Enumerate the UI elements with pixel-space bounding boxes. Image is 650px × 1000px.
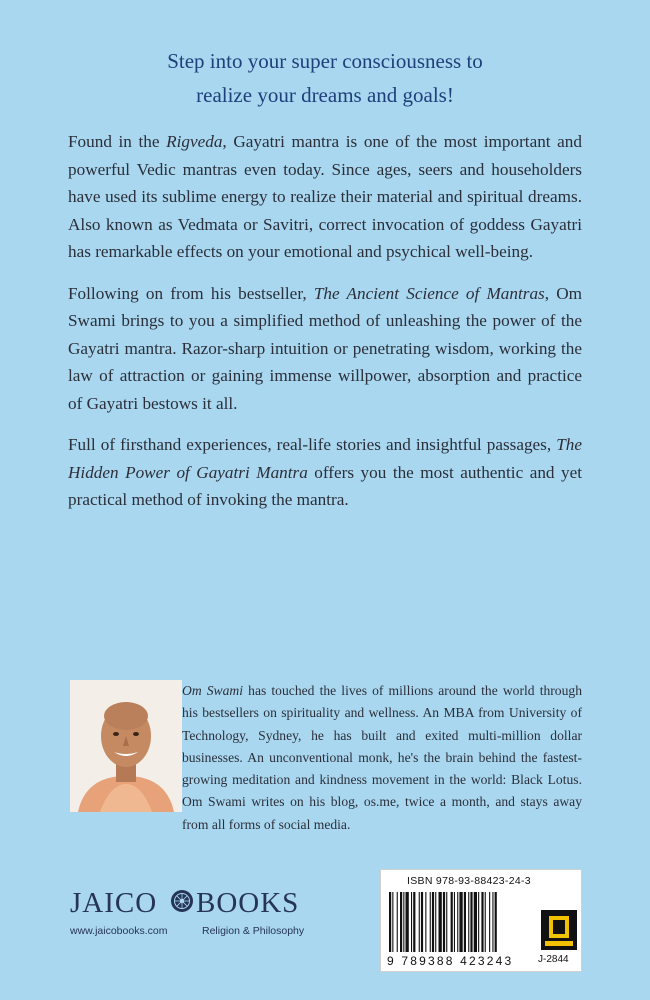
author-portrait	[70, 680, 182, 812]
p1-text-b: , Gayatri mantra is one of the most important and powerful Vedic mantras even today. Since ages, seers and householders have used its sublime energy to realize their material and spiritual dreams. Also known as Vedmata or Savitri, correct invocation of goddess Gayatri has remarkable effects on your emotional and psychical well-being.	[68, 132, 582, 261]
publisher-word-books: BOOKS	[196, 887, 300, 919]
publisher-url: www.jaicobooks.com	[70, 925, 168, 937]
p1-rigveda: Rigveda	[166, 132, 223, 151]
isbn-label: ISBN 978-93-88423-24-3	[407, 875, 531, 887]
author-section	[70, 680, 582, 832]
paragraph-1	[68, 128, 582, 266]
author-bio-text: has touched the lives of millions around the world through his bestsellers on spirituality and wellness. An MBA from University of Technology, Sydney, he has built and exited multi-million dollar businesses. An unconventional monk, he's the brain behind the fastest-growing meditation and kindness movement in the world: Black Lotus. Om Swami writes on his blog, os.me, twice a month, and stays away from all forms of social media.	[182, 683, 582, 832]
p3-text-b: offers you the most authentic and yet practical method of invoking the mantra.	[68, 462, 582, 509]
publisher-block	[70, 886, 350, 946]
book-code: J-2844	[538, 954, 569, 965]
barcode-icon	[387, 892, 535, 954]
headline	[40, 44, 610, 112]
p3-text-a: Full of firsthand experiences, real-life stories and insightful passages,	[68, 435, 557, 454]
p1-text-a: Found in the	[68, 132, 167, 151]
p2-text-a: Following on from his bestseller,	[68, 283, 314, 303]
p2-text-b: , Om Swami brings to you a simplified method of unleashing the power of the Gayatri mantra. Razor-sharp intuition or penetrating wisdom, working the law of attraction or gaining immense willpower, absorption and practice of Gayatri bestows it all.	[68, 283, 583, 413]
author-portrait-icon	[70, 680, 182, 812]
author-name: Om Swami	[182, 683, 244, 698]
book-category: Religion & Philosophy	[202, 925, 305, 937]
barcode-digits: 9 789388 423243	[387, 954, 514, 968]
headline-line-1: Step into your super consciousness to	[167, 49, 483, 73]
author-bio	[182, 680, 582, 836]
paragraph-2	[68, 280, 582, 418]
headline-line-2: realize your dreams and goals!	[196, 83, 454, 107]
publisher-word-jaico: JAICO	[70, 887, 158, 919]
publisher-mark-icon	[541, 910, 577, 950]
blurb	[68, 128, 582, 528]
p2-book-title: The Ancient Science of Mantras	[313, 283, 545, 303]
wheel-logo-icon	[170, 889, 194, 913]
p3-book-title: The Hidden Power of Gayatri Mantra	[68, 435, 582, 482]
paragraph-3	[68, 431, 582, 514]
barcode-box	[380, 869, 582, 972]
